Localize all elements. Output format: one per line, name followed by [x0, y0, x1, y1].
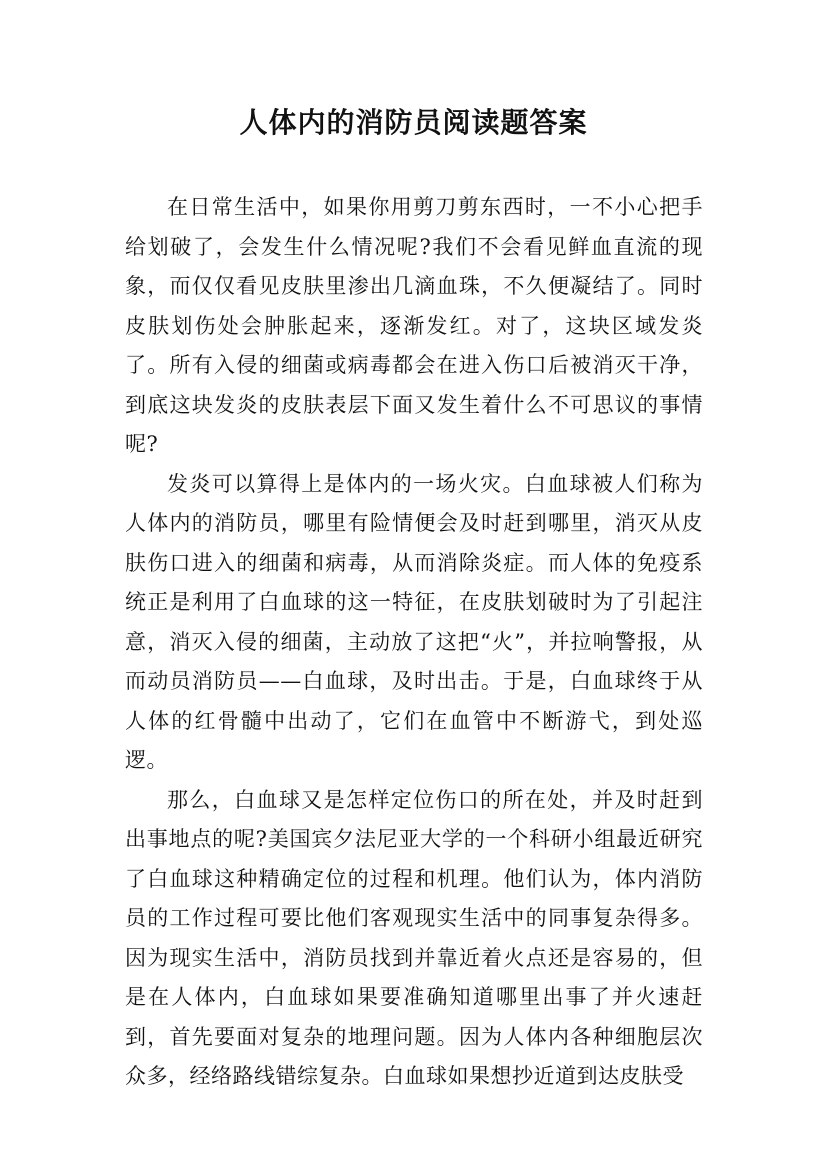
paragraph-3: 那么，白血球又是怎样定位伤口的所在处，并及时赶到出事地点的呢?美国宾夕法尼亚大学的一个科研小组最近研究了白血球这种精确定位的过程和机理。他们认为，体内消防员的工作过程可要比他们客观现实生活中的同事复杂得多。因为现实生活中，消防员找到并靠近着火点还是容易的，但是在人体内，白血球如果要准确知道哪里出事了并火速赶到，首先要面对复杂的地理问题。因为人体内各种细胞层次众多，经络路线错综复杂。白血球如果想抄近道到达皮肤受: [125, 787, 703, 1088]
document-title: 人体内的消防员阅读题答案: [239, 106, 588, 139]
paragraph-2: 发炎可以算得上是体内的一场火灾。白血球被人们称为人体内的消防员，哪里有险情便会及时赶到哪里，消灭从皮肤伤口进入的细菌和病毒，从而消除炎症。而人体的免疫系统正是利用了白血球的这一特征，在皮肤划破时为了引起注意，消灭入侵的细菌，主动放了这把“火”，并拉响警报，从而动员消防员——白血球，及时出击。于是，白血球终于从人体的红骨髓中出动了，它们在血管中不断游弋，到处巡逻。: [125, 471, 703, 772]
paragraph-1: 在日常生活中，如果你用剪刀剪东西时，一不小心把手给划破了，会发生什么情况呢?我们不会看见鲜血直流的现象，而仅仅看见皮肤里渗出几滴血珠，不久便凝结了。同时皮肤划伤处会肿胀起来，逐渐发红。对了，这块区域发炎了。所有入侵的细菌或病毒都会在进入伤口后被消灭干净，到底这块发炎的皮肤表层下面又发生着什么不可思议的事情呢?: [125, 195, 703, 456]
document-body: [125, 188, 703, 1097]
